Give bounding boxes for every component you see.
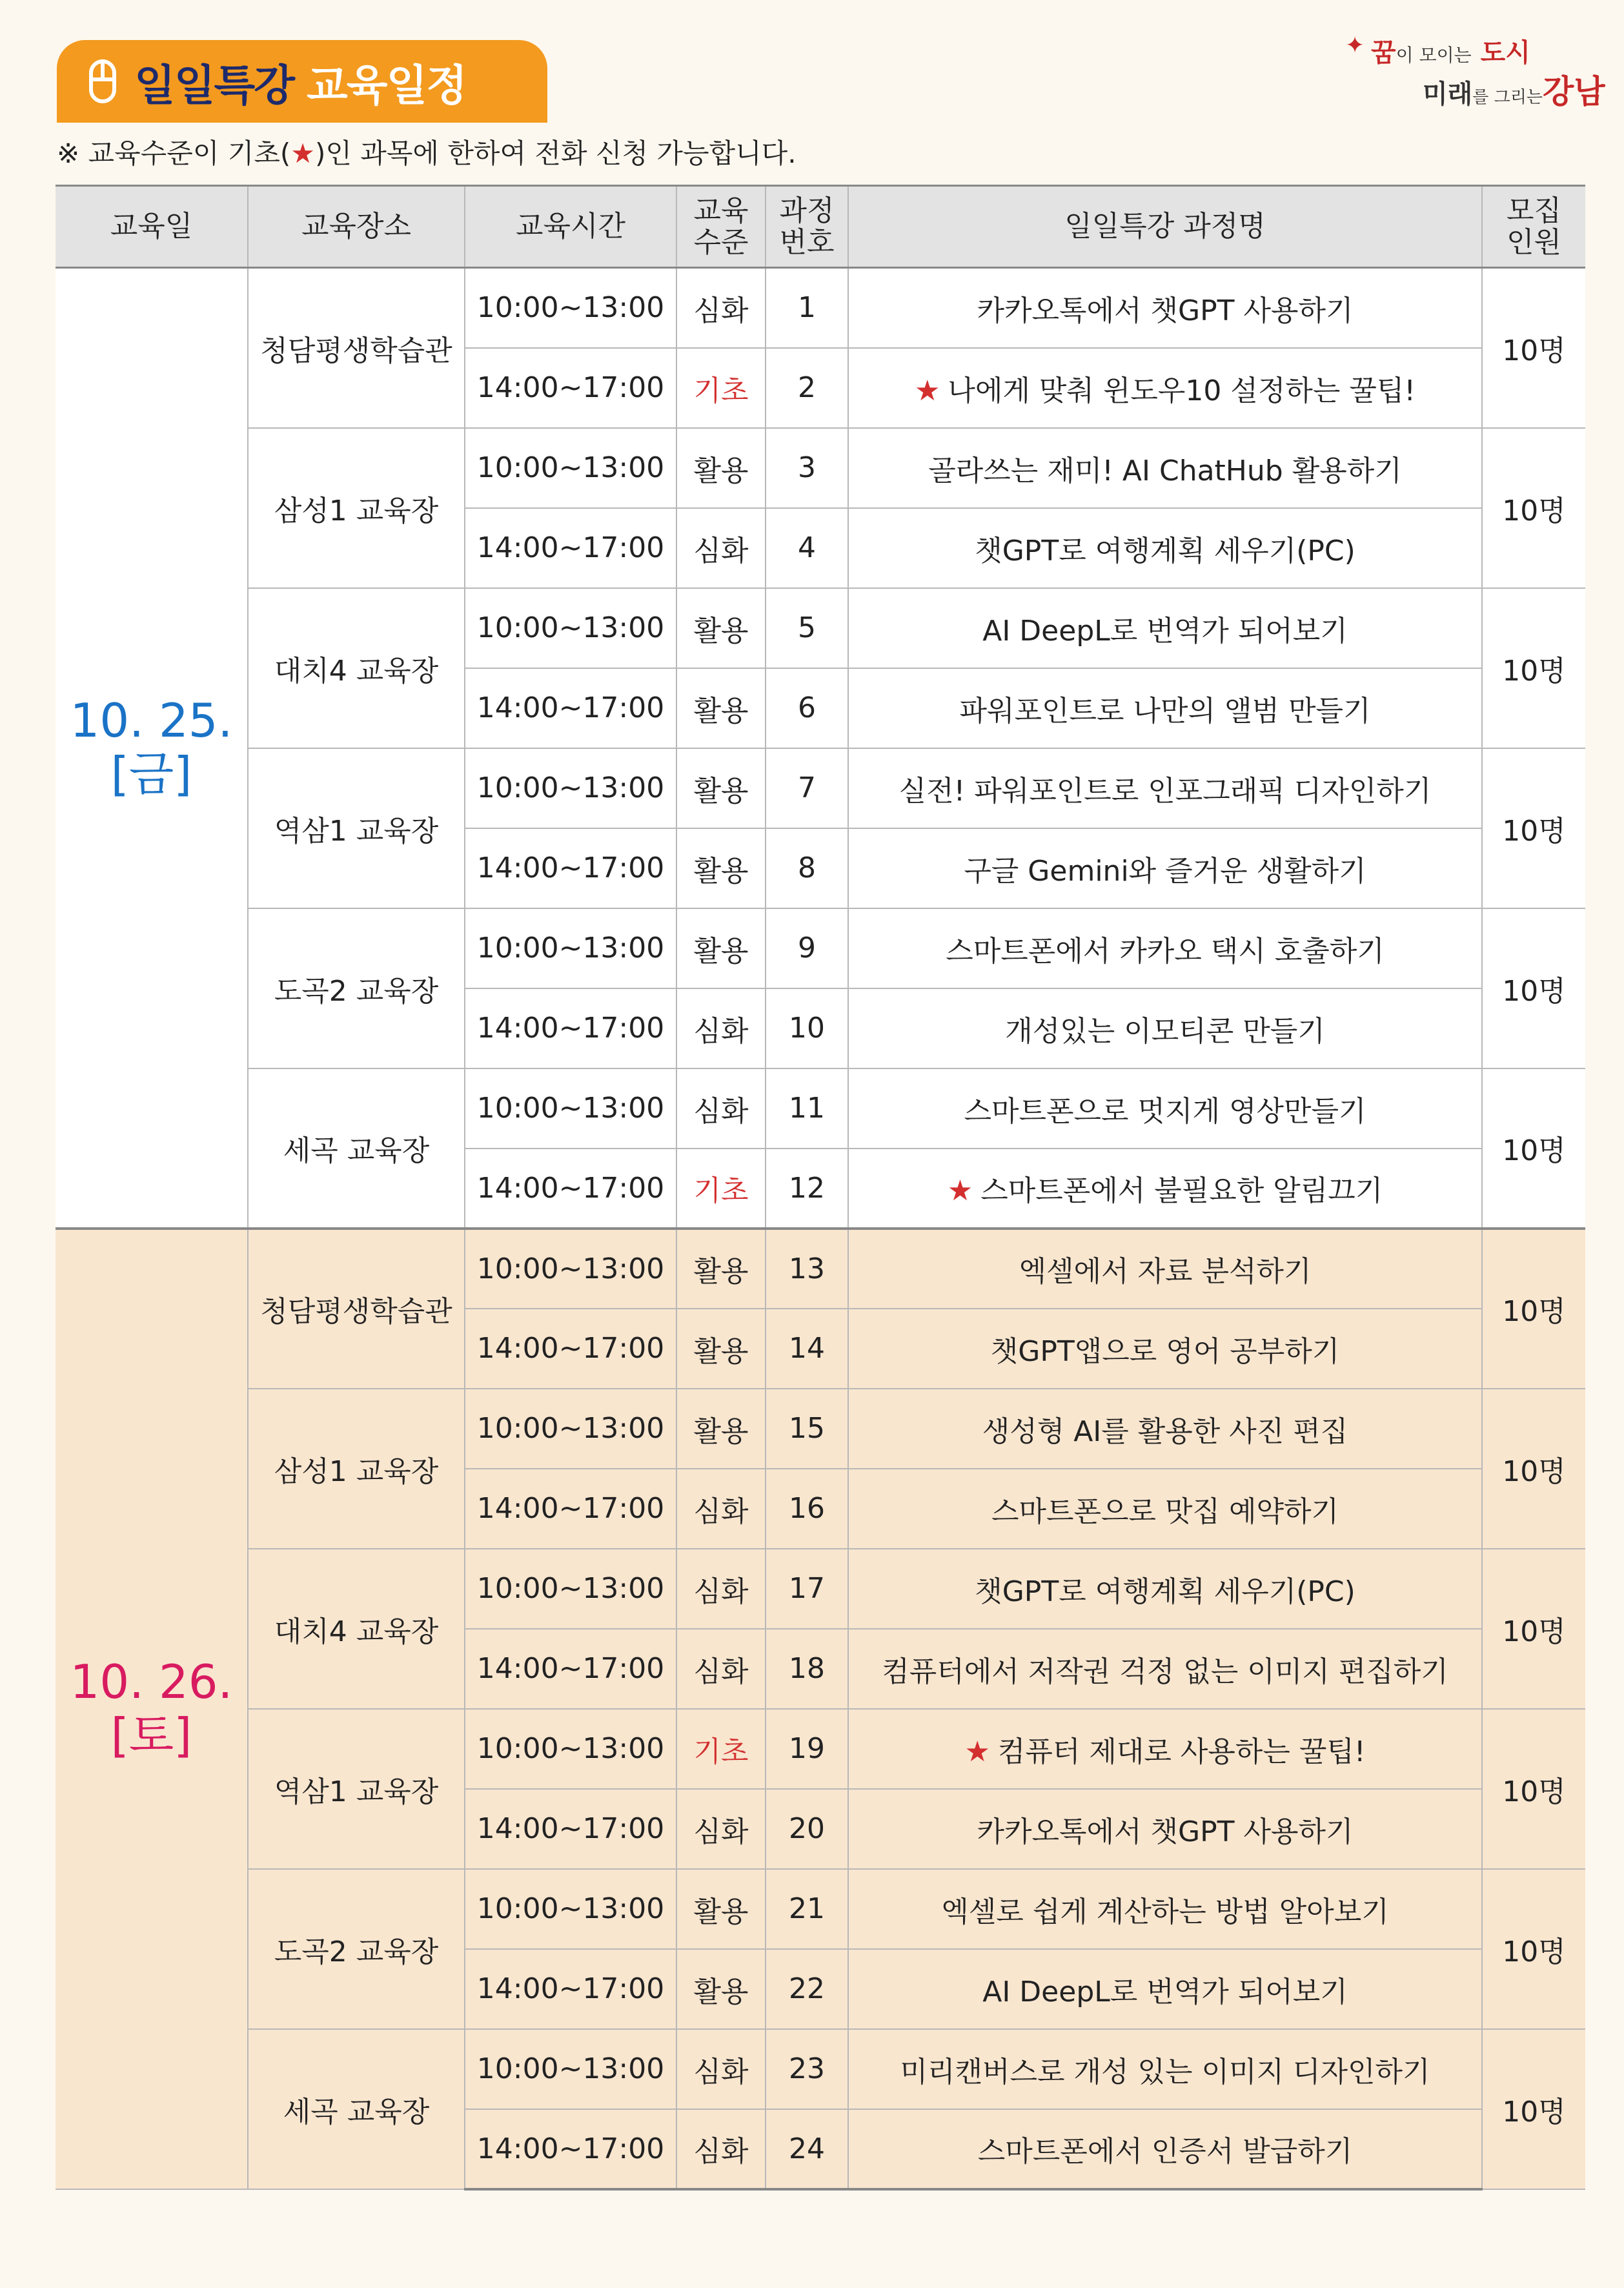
course-name-cell: 엑셀로 쉽게 계산하는 방법 알아보기 [848, 1869, 1482, 1949]
course-number-cell: 18 [766, 1629, 848, 1709]
time-cell: 10:00~13:00 [465, 1068, 676, 1149]
capacity-cell: 10명 [1482, 588, 1585, 748]
place-cell: 도곡2 교육장 [248, 1869, 465, 2029]
level-cell: 심화 [676, 1549, 766, 1629]
level-cell: 활용 [676, 588, 766, 668]
header-course-name: 일일특강 과정명 [848, 186, 1482, 268]
time-cell: 14:00~17:00 [465, 1789, 676, 1869]
capacity-cell: 10명 [1482, 908, 1585, 1068]
capacity-cell: 10명 [1482, 268, 1585, 428]
course-number-cell: 5 [766, 588, 848, 668]
level-cell: 활용 [676, 1949, 766, 2029]
capacity-cell: 10명 [1482, 1549, 1585, 1709]
star-icon: ★ [947, 1174, 973, 1207]
course-name-cell: 엑셀에서 자료 분석하기 [848, 1229, 1482, 1309]
place-cell: 대치4 교육장 [248, 1549, 465, 1709]
capacity-cell: 10명 [1482, 1229, 1585, 1389]
course-name-cell: 스마트폰으로 맛집 예약하기 [848, 1469, 1482, 1549]
star-icon: ★ [290, 138, 315, 169]
table-row [56, 1068, 1585, 1149]
time-cell: 10:00~13:00 [465, 1389, 676, 1469]
place-cell: 삼성1 교육장 [248, 1389, 465, 1549]
course-number-cell: 21 [766, 1869, 848, 1949]
header-time: 교육시간 [465, 186, 676, 268]
star-icon: ★ [914, 374, 940, 407]
course-name-cell: 카카오톡에서 챗GPT 사용하기 [848, 268, 1482, 348]
place-cell: 세곡 교육장 [248, 2029, 465, 2189]
course-name-cell: 개성있는 이모티콘 만들기 [848, 988, 1482, 1068]
place-cell: 청담평생학습관 [248, 1229, 465, 1389]
course-name-cell: 스마트폰에서 카카오 택시 호출하기 [848, 908, 1482, 988]
capacity-cell: 10명 [1482, 1068, 1585, 1229]
course-number-cell: 22 [766, 1949, 848, 2029]
header-level: 교육 수준 [676, 186, 766, 268]
notice-text: ※ 교육수준이 기초(★)인 과목에 한하여 전화 신청 가능합니다. [57, 138, 797, 169]
time-cell: 10:00~13:00 [465, 588, 676, 668]
table-header-row [56, 186, 1585, 268]
course-name-cell: 챗GPT로 여행계획 세우기(PC) [848, 508, 1482, 588]
capacity-cell: 10명 [1482, 1709, 1585, 1869]
time-cell: 10:00~13:00 [465, 1229, 676, 1309]
level-cell: 기초 [676, 348, 766, 428]
course-name-cell: 카카오톡에서 챗GPT 사용하기 [848, 1789, 1482, 1869]
level-cell: 심화 [676, 1469, 766, 1549]
time-cell: 10:00~13:00 [465, 1549, 676, 1629]
time-cell: 14:00~17:00 [465, 828, 676, 908]
place-cell: 청담평생학습관 [248, 268, 465, 428]
level-cell: 활용 [676, 828, 766, 908]
time-cell: 10:00~13:00 [465, 1709, 676, 1789]
logo-line1: 꿈이 모이는 도시 [1371, 38, 1530, 68]
table-row [56, 1229, 1585, 1309]
time-cell: 14:00~17:00 [465, 988, 676, 1068]
page-title-part2: 교육일정 [307, 60, 467, 110]
level-cell: 심화 [676, 1629, 766, 1709]
level-cell: 활용 [676, 428, 766, 508]
course-number-cell: 11 [766, 1068, 848, 1149]
time-cell: 14:00~17:00 [465, 668, 676, 748]
place-cell: 세곡 교육장 [248, 1068, 465, 1229]
course-number-cell: 13 [766, 1229, 848, 1309]
level-cell: 활용 [676, 748, 766, 828]
header-date: 교육일 [56, 186, 248, 268]
course-name-cell: 컴퓨터에서 저작권 걱정 없는 이미지 편집하기 [848, 1629, 1482, 1709]
course-number-cell: 17 [766, 1549, 848, 1629]
time-cell: 14:00~17:00 [465, 348, 676, 428]
level-cell: 활용 [676, 908, 766, 988]
time-cell: 10:00~13:00 [465, 428, 676, 508]
capacity-cell: 10명 [1482, 1869, 1585, 2029]
table-row [56, 588, 1585, 668]
course-number-cell: 1 [766, 268, 848, 348]
header-capacity: 모집 인원 [1482, 186, 1585, 268]
time-cell: 14:00~17:00 [465, 1629, 676, 1709]
course-name-cell: 실전! 파워포인트로 인포그래픽 디자인하기 [848, 748, 1482, 828]
course-name-cell: AI DeepL로 번역가 되어보기 [848, 588, 1482, 668]
level-cell: 심화 [676, 2029, 766, 2109]
schedule-table [56, 185, 1585, 2191]
page-title-part1: 일일특강 [134, 60, 294, 110]
time-cell: 14:00~17:00 [465, 1309, 676, 1389]
course-name-cell: ★ 컴퓨터 제대로 사용하는 꿀팁! [848, 1709, 1482, 1789]
level-cell: 활용 [676, 1869, 766, 1949]
course-name-cell: 스마트폰으로 멋지게 영상만들기 [848, 1068, 1482, 1149]
place-cell: 삼성1 교육장 [248, 428, 465, 588]
capacity-cell: 10명 [1482, 748, 1585, 908]
level-cell: 활용 [676, 668, 766, 748]
course-number-cell: 20 [766, 1789, 848, 1869]
table-row [56, 1549, 1585, 1629]
table-row [56, 1869, 1585, 1949]
title-banner [57, 40, 547, 123]
time-cell: 10:00~13:00 [465, 2029, 676, 2109]
time-cell: 10:00~13:00 [465, 1869, 676, 1949]
time-cell: 10:00~13:00 [465, 748, 676, 828]
time-cell: 14:00~17:00 [465, 508, 676, 588]
table-row [56, 428, 1585, 508]
time-cell: 14:00~17:00 [465, 1469, 676, 1549]
place-cell: 도곡2 교육장 [248, 908, 465, 1068]
level-cell: 심화 [676, 268, 766, 348]
header-course-number: 과정 번호 [766, 186, 848, 268]
capacity-cell: 10명 [1482, 2029, 1585, 2189]
course-name-cell: 생성형 AI를 활용한 사진 편집 [848, 1389, 1482, 1469]
level-cell: 심화 [676, 2109, 766, 2189]
level-cell: 심화 [676, 1789, 766, 1869]
course-name-cell: 챗GPT로 여행계획 세우기(PC) [848, 1549, 1482, 1629]
logo-line2: 미래를 그리는강남 [1423, 73, 1605, 110]
course-name-cell: 구글 Gemini와 즐거운 생활하기 [848, 828, 1482, 908]
level-cell: 기초 [676, 1149, 766, 1229]
table-row [56, 748, 1585, 828]
capacity-cell: 10명 [1482, 1389, 1585, 1549]
course-number-cell: 7 [766, 748, 848, 828]
level-cell: 심화 [676, 1068, 766, 1149]
time-cell: 10:00~13:00 [465, 908, 676, 988]
capacity-cell: 10명 [1482, 428, 1585, 588]
star-icon: ★ [964, 1735, 990, 1768]
table-row [56, 1389, 1585, 1469]
place-cell: 대치4 교육장 [248, 588, 465, 748]
level-cell: 심화 [676, 508, 766, 588]
page-title [134, 51, 466, 112]
course-number-cell: 12 [766, 1149, 848, 1229]
time-cell: 14:00~17:00 [465, 2109, 676, 2189]
date-cell: 10. 26. [토] [56, 1229, 248, 2189]
course-number-cell: 4 [766, 508, 848, 588]
gangnam-logo [1340, 28, 1605, 110]
place-cell: 역삼1 교육장 [248, 748, 465, 908]
date-cell: 10. 25. [금] [56, 268, 248, 1229]
table-row [56, 2029, 1585, 2109]
logo-star-icon: ✦ [1345, 32, 1365, 59]
course-name-cell: 챗GPT앱으로 영어 공부하기 [848, 1309, 1482, 1389]
course-name-cell: ★ 나에게 맞춰 윈도우10 설정하는 꿀팁! [848, 348, 1482, 428]
course-number-cell: 9 [766, 908, 848, 988]
course-name-cell: 스마트폰에서 인증서 발급하기 [848, 2109, 1482, 2189]
course-number-cell: 19 [766, 1709, 848, 1789]
course-number-cell: 8 [766, 828, 848, 908]
time-cell: 14:00~17:00 [465, 1949, 676, 2029]
course-number-cell: 2 [766, 348, 848, 428]
course-number-cell: 14 [766, 1309, 848, 1389]
course-number-cell: 3 [766, 428, 848, 508]
course-number-cell: 6 [766, 668, 848, 748]
mouse-icon [89, 59, 116, 103]
level-cell: 활용 [676, 1309, 766, 1389]
course-number-cell: 10 [766, 988, 848, 1068]
course-number-cell: 23 [766, 2029, 848, 2109]
level-cell: 활용 [676, 1229, 766, 1309]
time-cell: 10:00~13:00 [465, 268, 676, 348]
course-name-cell: AI DeepL로 번역가 되어보기 [848, 1949, 1482, 2029]
time-cell: 14:00~17:00 [465, 1149, 676, 1229]
table-row [56, 268, 1585, 348]
level-cell: 기초 [676, 1709, 766, 1789]
level-cell: 활용 [676, 1389, 766, 1469]
course-name-cell: 골라쓰는 재미! AI ChatHub 활용하기 [848, 428, 1482, 508]
header-place: 교육장소 [248, 186, 465, 268]
course-number-cell: 24 [766, 2109, 848, 2189]
table-row [56, 908, 1585, 988]
course-number-cell: 16 [766, 1469, 848, 1549]
course-name-cell: 미리캔버스로 개성 있는 이미지 디자인하기 [848, 2029, 1482, 2109]
level-cell: 심화 [676, 988, 766, 1068]
course-name-cell: ★ 스마트폰에서 불필요한 알림끄기 [848, 1149, 1482, 1229]
place-cell: 역삼1 교육장 [248, 1709, 465, 1869]
course-number-cell: 15 [766, 1389, 848, 1469]
table-row [56, 1709, 1585, 1789]
course-name-cell: 파워포인트로 나만의 앨범 만들기 [848, 668, 1482, 748]
